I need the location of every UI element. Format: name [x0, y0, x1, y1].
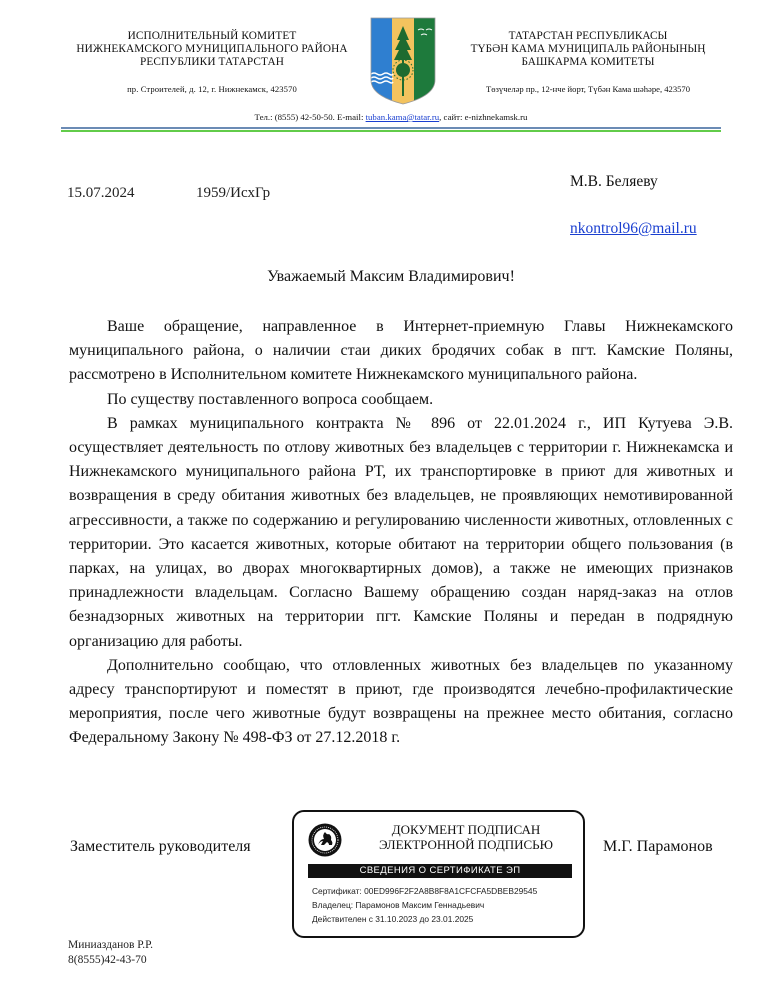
contacts-suffix: , сайт: e-nizhnekamsk.ru [439, 112, 528, 122]
org-name-line: ТҮБӘН КАМА МУНИЦИПАЛЬ РАЙОНЫНЫҢ [470, 43, 706, 55]
executor-info [68, 938, 153, 968]
coat-of-arms-icon [369, 16, 437, 106]
certificate-validity: Действителен с 31.10.2023 до 23.01.2025 [312, 914, 474, 924]
stamp-title [356, 822, 576, 852]
header-right-org [446, 30, 730, 94]
contacts-prefix: Тел.: (8555) 42-50-50. E-mail: [254, 112, 366, 122]
letter-date: 15.07.2024 [67, 185, 135, 201]
stamp-title-line: ЭЛЕКТРОННОЙ ПОДПИСЬЮ [379, 837, 553, 852]
certificate-owner: Владелец: Парамонов Максим Геннадьевич [312, 900, 485, 910]
signatory-position: Заместитель руководителя [70, 838, 251, 855]
tatarstan-emblem-icon [308, 823, 342, 857]
org-name-line: БАШКАРМА КОМИТЕТЫ [521, 56, 655, 68]
body-paragraph: В рамках муниципального контракта № 896 от 22.01.2024 г., ИП Кутуева Э.В. осуществляет деятельность по отлову животных без владельцев с территории г. Нижнекамска и Нижнекамского муниципального района РТ, их транспортировке в приют для животных и возвращения в среду обитания животных без владельцев, не проявляющих немотивированной агрессивности, а также по содержанию и регулированию численности животных, отловленных с территории. Это касается животных, которые обитают на территории общего пользования (в парках, на улицах, во дворах многоквартирных домов), а также не имеющих признаков принадлежности владельцам. Согласно Вашему обращению создан наряд-заказ на отлов безнадзорных животных на территории пгт. Камские Поляны и передан в подрядную организацию для работы. [69, 414, 733, 650]
executor-name: Миниазданов Р.Р. [68, 939, 153, 951]
executor-phone: 8(8555)42-43-70 [68, 954, 147, 966]
org-address: Төзүчеләр пр., 12-нче йорт, Түбән Кама шәһәре, 423570 [485, 84, 691, 94]
certificate-number: Сертификат: 00ED996F2F2A8B8F8A1CFCFA5DBEB29545 [312, 886, 538, 896]
addressee-name: М.В. Беляеву [570, 173, 658, 190]
header-divider-green [61, 130, 721, 132]
greeting: Уважаемый Максим Владимирович! [267, 268, 515, 285]
certificate-details [312, 884, 537, 926]
body-paragraph: Дополнительно сообщаю, что отловленных животных без владельцев по указанному адресу транспортируют и поместят в приют, где производятся лечебно-профилактические мероприятия, после чего животные будут возвращены на прежнее место обитания, согласно Федеральному Закону № 498-ФЗ от 27.12.2018 г. [69, 656, 733, 747]
certificate-info-header: СВЕДЕНИЯ О СЕРТИФИКАТЕ ЭП [308, 864, 572, 878]
body-paragraph: Ваше обращение, направленное в Интернет-приемную Главы Нижнекамского муниципального района, о наличии стаи диких бродячих собак в пгт. Камские Поляны, рассмотрено в Исполнительном комитете Нижнекамского муниципального района. [69, 318, 733, 384]
signatory-name: М.Г. Парамонов [603, 838, 713, 855]
addressee-email-link[interactable]: nkontrol96@mail.ru [570, 220, 697, 237]
header-divider-blue [61, 127, 721, 129]
org-name-line: РЕСПУБЛИКИ ТАТАРСТАН [139, 56, 285, 68]
org-email-link[interactable]: tuban.kama@tatar.ru [365, 112, 440, 122]
org-name-line: НИЖНЕКАМСКОГО МУНИЦИПАЛЬНОГО РАЙОНА [76, 43, 348, 55]
org-name-line: ИСПОЛНИТЕЛЬНЫЙ КОМИТЕТ [127, 30, 297, 42]
registration-number: 1959/ИсхГр [196, 185, 271, 201]
org-name-line: ТАТАРСТАН РЕСПУБЛИКАСЫ [508, 30, 668, 42]
electronic-signature-stamp [292, 810, 585, 938]
header-left-org [62, 30, 362, 94]
body-paragraph: По существу поставленного вопроса сообщаем. [107, 390, 434, 408]
letter-body [69, 315, 733, 751]
org-address: пр. Строителей, д. 12, г. Нижнекамск, 423570 [127, 84, 297, 94]
stamp-title-line: ДОКУМЕНТ ПОДПИСАН [391, 822, 541, 837]
contacts-line [0, 112, 782, 122]
